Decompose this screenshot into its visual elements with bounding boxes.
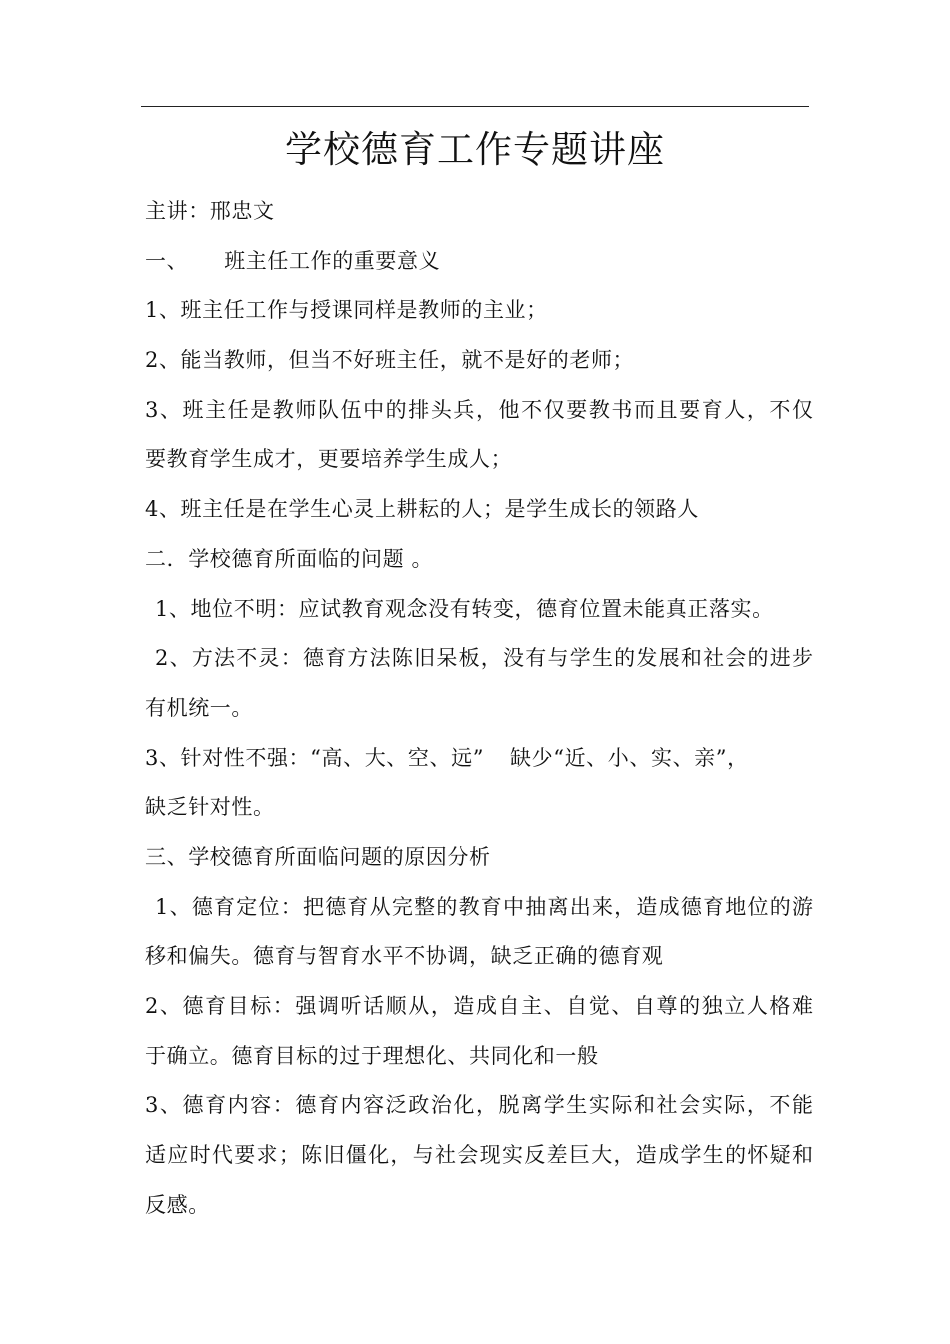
header-rule xyxy=(141,106,809,107)
speaker-line: 主讲：邢忠文 xyxy=(145,199,275,223)
paragraph-line: 2、德育目标：强调听话顺从，造成自主、自觉、自尊的独立人格难 xyxy=(145,994,813,1018)
paragraph-line-part: 3、针对性不强：“高、大、空、远” xyxy=(145,745,485,770)
paragraph-line: 2、能当教师，但当不好班主任，就不是好的老师； xyxy=(145,348,635,373)
section-3-heading: 三、学校德育所面临问题的原因分析 xyxy=(145,844,491,869)
paragraph-line: 适应时代要求；陈旧僵化，与社会现实反差巨大，造成学生的怀疑和 xyxy=(145,1143,813,1168)
paragraph-line: 移和偏失。德育与智育水平不协调，缺乏正确的德育观 xyxy=(145,944,664,969)
paragraph-line: 2、方法不灵：德育方法陈旧呆板，没有与学生的发展和社会的进步 xyxy=(155,646,813,671)
paragraph-line: 1、德育定位：把德育从完整的教育中抽离出来，造成德育地位的游 xyxy=(155,894,813,919)
paragraph-line: 3、德育内容：德育内容泛政治化，脱离学生实际和社会实际，不能 xyxy=(145,1093,813,1118)
paragraph-line: 1、地位不明：应试教育观念没有转变，德育位置未能真正落实。 xyxy=(155,596,774,621)
paragraph-line: 缺乏针对性。 xyxy=(145,795,275,820)
paragraph-line: 要教育学生成才，更要培养学生成人； xyxy=(145,447,513,472)
paragraph-line: 反感。 xyxy=(145,1192,210,1217)
document-body xyxy=(145,187,813,1230)
document-title: 学校德育工作专题讲座 xyxy=(285,128,665,171)
paragraph-line: 3、班主任是教师队伍中的排头兵，他不仅要教书而且要育人，不仅 xyxy=(145,397,813,422)
section-1-title: 班主任工作的重要意义 xyxy=(224,248,441,273)
paragraph-line: 4、班主任是在学生心灵上耕耘的人；是学生成长的领路人 xyxy=(145,497,699,522)
section-1-number: 一、 xyxy=(145,248,189,273)
paragraph-line-part: 缺少“近、小、实、亲”， xyxy=(510,745,749,770)
paragraph-line xyxy=(145,734,813,784)
paragraph-line: 1、班主任工作与授课同样是教师的主业； xyxy=(145,298,548,323)
paragraph-line: 于确立。德育目标的过于理想化、共同化和一般 xyxy=(145,1043,599,1068)
section-2-heading: 二．学校德育所面临的问题 。 xyxy=(145,546,434,571)
section-1-heading xyxy=(145,237,813,287)
paragraph-line: 有机统一。 xyxy=(145,695,253,720)
